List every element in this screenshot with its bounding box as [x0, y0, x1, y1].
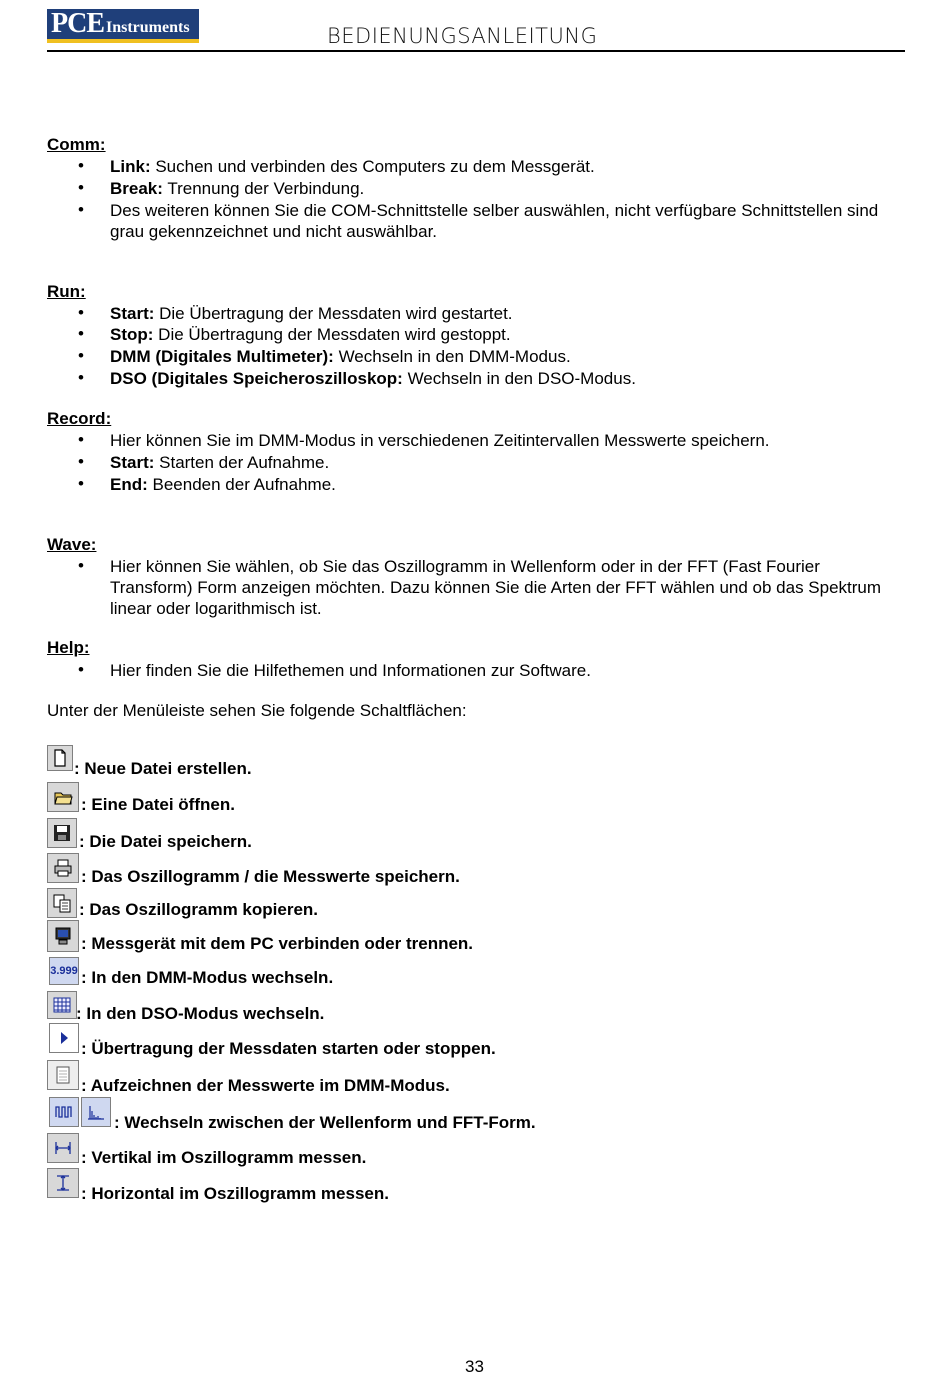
list-item-bold: Start: [110, 453, 155, 472]
list-item-bold: Stop: [110, 325, 154, 344]
list-item-text: Die Übertragung der Messdaten wird gestartet. [154, 304, 513, 323]
list-item-text: Suchen und verbinden des Computers zu dem Messgerät. [150, 157, 595, 176]
open-folder-icon[interactable] [47, 782, 79, 812]
list-item-bold: Link: [110, 157, 151, 176]
list-item-text: Wechseln in den DMM-Modus. [333, 347, 571, 366]
list-item-bold: DMM (Digitales Multimeter): [110, 347, 334, 366]
list-item-bold: DSO (Digitales Speicheroszilloskop: [110, 369, 403, 388]
section-heading-help: Help: [47, 638, 90, 657]
dmm-display-icon[interactable] [49, 957, 79, 985]
horizontal-measure-icon[interactable] [47, 1133, 79, 1163]
dso-grid-icon[interactable] [47, 991, 77, 1019]
list-item [110, 368, 900, 389]
pce-instruments-logo [47, 9, 199, 43]
section-heading-comm: Comm: [47, 135, 106, 154]
bullet-dot: • [78, 156, 84, 175]
list-item [110, 156, 900, 177]
list-item-text: Trennung der Verbindung. [162, 179, 365, 198]
toolbar-desc-dmm: : In den DMM-Modus wechseln. [81, 968, 334, 987]
section-heading-record: Record: [47, 409, 112, 428]
bullet-dot: • [78, 368, 84, 387]
save-disk-icon[interactable] [47, 818, 77, 848]
list-item [110, 346, 900, 367]
play-icon[interactable] [49, 1023, 79, 1053]
list-item [110, 430, 900, 451]
toolbar-desc-start-stop: : Übertragung der Messdaten starten oder stoppen. [81, 1039, 496, 1058]
copy-icon[interactable] [47, 888, 77, 918]
toolbar-desc-wave-fft: : Wechseln zwischen der Wellenform und FFT-Form. [114, 1113, 536, 1132]
toolbar-desc-save: : Die Datei speichern. [79, 832, 252, 851]
page-number: 33 [465, 1357, 484, 1376]
bullet-dot: • [78, 346, 84, 365]
fft-spectrum-icon[interactable] [81, 1097, 111, 1127]
section-heading-run: Run: [47, 282, 86, 301]
list-item-text: Wechseln in den DSO-Modus. [402, 369, 636, 388]
list-item [110, 324, 900, 345]
list-item-text: Des weiteren können Sie die COM-Schnittstelle selber auswählen, nicht verfügbare Schnittstellen sind grau gekennzeichnet und nicht auswählbar. [110, 201, 879, 241]
list-item-text: Beenden der Aufnahme. [147, 475, 336, 494]
list-item [110, 474, 900, 495]
record-notepad-icon[interactable] [47, 1060, 79, 1090]
logo-text-pce: PCE [51, 9, 104, 39]
page-title: BEDIENUNGSANLEITUNG [327, 24, 598, 48]
list-item [110, 556, 900, 619]
toolbar-desc-connect: : Messgerät mit dem PC verbinden oder trennen. [81, 934, 474, 953]
bullet-dot: • [78, 200, 84, 219]
waveform-icon[interactable] [49, 1097, 79, 1127]
toolbar-desc-dso: : In den DSO-Modus wechseln. [76, 1004, 325, 1023]
list-item [110, 660, 900, 681]
list-item [110, 200, 900, 242]
bullet-dot: • [78, 452, 84, 471]
toolbar-desc-print: : Das Oszillogramm / die Messwerte speichern. [81, 867, 460, 886]
toolbar-intro-text: Unter der Menüleiste sehen Sie folgende Schaltflächen: [47, 701, 467, 720]
bullet-dot: • [78, 324, 84, 343]
computer-connect-icon[interactable] [47, 920, 79, 952]
toolbar-desc-open: : Eine Datei öffnen. [81, 795, 235, 814]
list-item [110, 452, 900, 473]
bullet-dot: • [78, 303, 84, 322]
list-item-text: Hier können Sie im DMM-Modus in verschiedenen Zeitintervallen Messwerte speichern. [110, 431, 770, 450]
list-item [110, 303, 900, 324]
dmm-display-icon-text: 3.999 [50, 965, 78, 977]
bullet-dot: • [78, 660, 84, 679]
new-file-icon[interactable] [47, 745, 73, 771]
toolbar-desc-new: : Neue Datei erstellen. [74, 759, 252, 778]
bullet-dot: • [78, 556, 84, 575]
toolbar-desc-horizontal: : Horizontal im Oszillogramm messen. [81, 1184, 389, 1203]
printer-icon[interactable] [47, 853, 79, 883]
section-heading-wave: Wave: [47, 535, 97, 554]
bullet-dot: • [78, 430, 84, 449]
toolbar-desc-copy: : Das Oszillogramm kopieren. [79, 900, 319, 919]
bullet-dot: • [78, 474, 84, 493]
toolbar-desc-record: : Aufzeichnen der Messwerte im DMM-Modus. [81, 1076, 450, 1095]
header-divider [47, 50, 905, 52]
toolbar-desc-vertical: : Vertikal im Oszillogramm messen. [81, 1148, 367, 1167]
list-item-text: Die Übertragung der Messdaten wird gestoppt. [153, 325, 511, 344]
list-item [110, 178, 900, 199]
logo-text-instruments: Instruments [106, 19, 190, 36]
list-item-text: Starten der Aufnahme. [154, 453, 330, 472]
list-item-bold: Break: [110, 179, 163, 198]
list-item-bold: Start: [110, 304, 155, 323]
bullet-dot: • [78, 178, 84, 197]
vertical-measure-icon[interactable] [47, 1168, 79, 1198]
list-item-text: Hier können Sie wählen, ob Sie das Oszillogramm in Wellenform oder in der FFT (Fast Fourier Transform) Form anzeigen möchten. Dazu können Sie die Arten der FFT wählen und ob das Spektrum linear oder logarithmisch ist. [110, 557, 882, 618]
list-item-text: Hier finden Sie die Hilfethemen und Informationen zur Software. [110, 661, 591, 680]
list-item-bold: End: [110, 475, 148, 494]
